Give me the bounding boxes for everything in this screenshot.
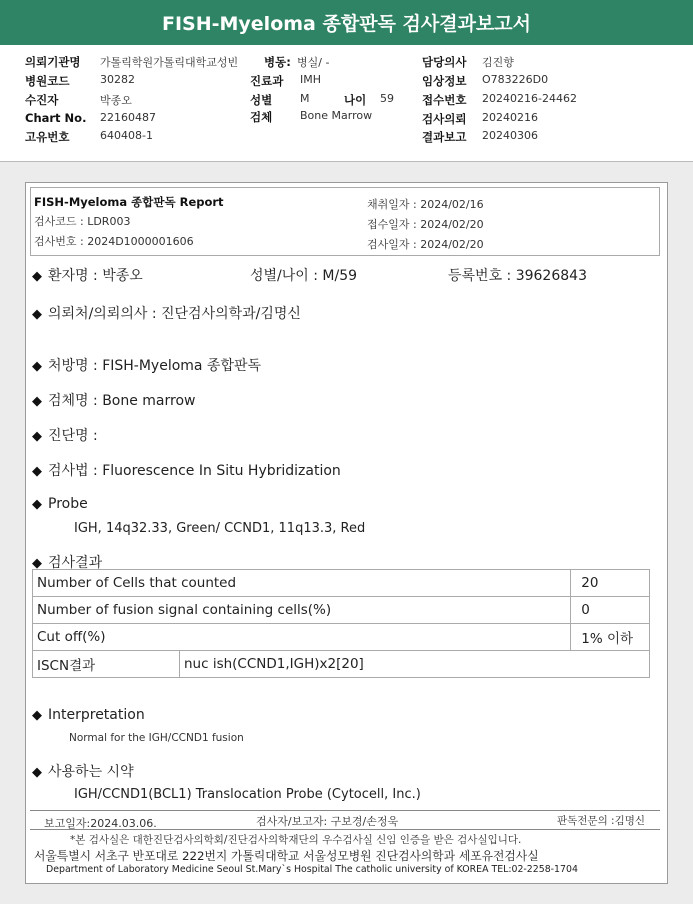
- accession-label: 접수번호: [422, 93, 467, 107]
- reading-physician: 판독전문의 :김명신: [557, 815, 646, 827]
- dept-label: 진료과: [250, 74, 284, 88]
- interpretation-row: [32, 707, 145, 723]
- report-date: 보고일자:2024.03.06.: [44, 817, 157, 830]
- diamond-icon: ◆: [32, 765, 42, 780]
- result-value-cell: 20: [571, 570, 650, 597]
- examiner: 검사자/보고자: 구보경/손정욱: [256, 815, 399, 828]
- probe-title: Probe: [48, 496, 88, 512]
- diamond-icon: ◆: [32, 269, 42, 284]
- result-label-cell: Number of Cells that counted: [33, 570, 571, 597]
- result-label-cell: Number of fusion signal containing cells(%): [33, 597, 571, 624]
- code-value: 30282: [100, 73, 135, 86]
- diamond-icon: ◆: [32, 464, 42, 479]
- table-row: [33, 651, 650, 678]
- unique-value: 640408-1: [100, 129, 153, 142]
- test-code: 검사코드 : LDR003: [34, 215, 131, 228]
- reagent-text: IGH/CCND1(BCL1) Translocation Probe (Cytocell, Inc.): [74, 787, 421, 802]
- address-english: Department of Laboratory Medicine Seoul St.Mary`s Hospital The catholic university of KOREA TEL:02-2258-1704: [46, 864, 578, 875]
- order-row: [32, 355, 261, 375]
- diamond-icon: ◆: [32, 429, 42, 444]
- diamond-icon: ◆: [32, 394, 42, 409]
- diamond-icon: ◆: [32, 307, 42, 322]
- clinical-value: O783226D0: [482, 73, 549, 86]
- doctor-label: 담당의사: [422, 55, 467, 69]
- dept-value: IMH: [300, 73, 322, 86]
- diamond-icon: ◆: [32, 497, 42, 512]
- ward-label: 병동:: [264, 55, 291, 69]
- order-name: 처방명 : FISH-Myeloma 종합판독: [48, 358, 262, 374]
- receive-date: 접수일자 : 2024/02/20: [367, 218, 484, 231]
- interpretation-title: Interpretation: [48, 707, 145, 723]
- iscn-value-cell: nuc ish(CCND1,IGH)x2[20]: [180, 651, 650, 678]
- report-document: [25, 182, 668, 884]
- code-label: 병원코드: [25, 74, 70, 88]
- result-value: 20240306: [482, 129, 538, 142]
- method: 검사법 : Fluorescence In Situ Hybridization: [48, 463, 341, 479]
- probe-detail: IGH, 14q32.33, Green/ CCND1, 11q13.3, Red: [74, 521, 366, 536]
- request-label: 검사의뢰: [422, 112, 467, 126]
- result-label: 결과보고: [422, 130, 467, 144]
- reagent-row: [32, 761, 134, 781]
- method-row: [32, 460, 341, 480]
- ward-value: 병실/ -: [297, 56, 330, 69]
- age-label: 나이: [344, 93, 367, 107]
- age-value: 59: [380, 92, 394, 105]
- certification-note: *본 검사실은 대한진단검사의학회/진단검사의학재단의 우수검사실 신임 인증을 받은 검사실입니다.: [70, 834, 522, 846]
- patient-value: 박종오: [100, 94, 132, 107]
- probe-row: [32, 496, 88, 512]
- footer-divider: [30, 810, 660, 811]
- patient-name: 환자명 : 박종오: [48, 268, 143, 284]
- footer-divider: [30, 829, 660, 830]
- patient-label: 수진자: [25, 93, 59, 107]
- diagnosis-row: [32, 425, 98, 445]
- unique-label: 고유번호: [25, 130, 70, 144]
- reagent-title: 사용하는 시약: [48, 764, 134, 780]
- request-value: 20240216: [482, 111, 538, 124]
- sex-age: 성별/나이 : M/59: [250, 268, 358, 284]
- specimen-value: Bone Marrow: [300, 109, 373, 122]
- table-row: [33, 570, 650, 597]
- collect-date: 채취일자 : 2024/02/16: [367, 198, 484, 211]
- referrer-row: [32, 303, 301, 323]
- exam-date: 검사일자 : 2024/02/20: [367, 238, 484, 251]
- test-number: 검사번호 : 2024D1000001606: [34, 235, 194, 248]
- accession-value: 20240216-24462: [482, 92, 577, 105]
- diamond-icon: ◆: [32, 359, 42, 374]
- specimen-row: [32, 390, 196, 410]
- doctor-value: 김진향: [482, 56, 514, 69]
- results-table: [32, 569, 650, 678]
- results-title: 검사결과: [48, 555, 103, 571]
- table-row: [33, 624, 650, 651]
- chart-value: 22160487: [100, 111, 156, 124]
- referrer: 의뢰처/의뢰의사 : 진단검사의학과/김명신: [48, 306, 301, 322]
- chart-label: Chart No.: [25, 111, 87, 125]
- patient-row: [32, 265, 143, 285]
- specimen-label: 검체: [250, 110, 273, 124]
- sex-value: M: [300, 92, 310, 105]
- clinical-label: 임상정보: [422, 74, 467, 88]
- sex-label: 성별: [250, 93, 273, 107]
- report-heading: FISH-Myeloma 종합판독 Report: [34, 195, 224, 209]
- hospital-label: 의뢰기관명: [25, 55, 81, 69]
- diamond-icon: ◆: [32, 556, 42, 571]
- diagnosis: 진단명 :: [48, 428, 98, 444]
- specimen-name: 검체명 : Bone marrow: [48, 393, 196, 409]
- registration-number: 등록번호 : 39626843: [448, 268, 587, 284]
- report-title: FISH-Myeloma 종합판독 검사결과보고서: [0, 0, 693, 45]
- address-korean: 서울특별시 서초구 반포대로 222번지 가톨릭대학교 서울성모병원 진단검사의학과 세포유전검사실: [34, 849, 539, 863]
- table-row: [33, 597, 650, 624]
- interpretation-text: Normal for the IGH/CCND1 fusion: [69, 732, 244, 744]
- patient-info-panel: [0, 45, 693, 162]
- result-label-cell: Cut off(%): [33, 624, 571, 651]
- iscn-label-cell: ISCN결과: [33, 651, 180, 678]
- result-value-cell: 0: [571, 597, 650, 624]
- hospital-value: 가톨릭학원가톨릭대학교성빈: [100, 56, 239, 69]
- result-value-cell: 1% 이하: [571, 624, 650, 651]
- diamond-icon: ◆: [32, 708, 42, 723]
